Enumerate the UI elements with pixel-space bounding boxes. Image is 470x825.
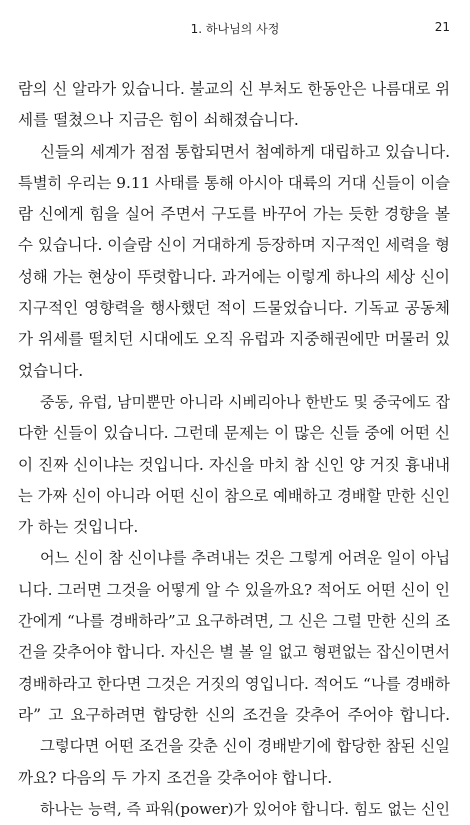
text-line: 간에게 “나를 경배하라”고 요구하려면, 그 신은 그럴 만한 신의 조 [18, 612, 450, 631]
text-line: 다한 신들이 있습니다. 그런데 문제는 이 많은 신들 중에 어떤 신 [18, 424, 450, 443]
text-line: 까요? 다음의 두 가지 조건을 갖추어야 합니다. [18, 768, 333, 787]
text-line: 하나는 능력, 즉 파워(power)가 있어야 합니다. 힘도 없는 신인 [40, 799, 450, 818]
text-line: 신들의 세계가 점점 통합되면서 첨예하게 대립하고 있습니다. [40, 142, 450, 161]
text-line: 가 하는 것입니다. [18, 518, 139, 537]
text-line: 었습니다. [18, 361, 84, 380]
text-line: 람 신에게 힘을 실어 주면서 구도를 바꾸어 가는 듯한 경향을 볼 [18, 205, 450, 224]
text-line: 중동, 유럽, 남미뿐만 아니라 시베리아나 한반도 및 중국에도 잡 [40, 392, 450, 411]
text-line: 지구적인 영향력을 행사했던 적이 드물었습니다. 기독교 공동체 [18, 299, 450, 318]
text-line: 니다. 그러면 그것을 어떻게 알 수 있을까요? 적어도 어떤 신이 인 [18, 580, 450, 599]
text-line: 가 위세를 떨치던 시대에도 오직 유럽과 지중해권에만 머물러 있 [18, 330, 450, 349]
chapter-title: 1. 하나님의 사정 [190, 22, 280, 36]
text-line: 는 가짜 신이 아니라 어떤 신이 참으로 예배하고 경배할 만한 신인 [18, 486, 450, 505]
running-header [0, 20, 470, 38]
text-line: 건을 갖추어야 합니다. 자신은 별 볼 일 없고 형편없는 잡신이면서 [18, 643, 450, 662]
text-line: 세를 떨쳤으나 지금은 힘이 쇠해졌습니다. [18, 111, 299, 130]
text-line: 경배하라고 한다면 그것은 거짓의 영입니다. 적어도 “나를 경배하 [18, 674, 450, 693]
text-line: 그렇다면 어떤 조건을 갖춘 신이 경배받기에 합당한 참된 신일 [40, 737, 450, 756]
text-line: 람의 신 알라가 있습니다. 불교의 신 부처도 한동안은 나름대로 위 [18, 80, 450, 98]
text-line: 라” 고 요구하려면 합당한 신의 조건을 갖추어 주어야 합니다. [18, 705, 450, 724]
text-line: 성해 가는 현상이 뚜렷합니다. 과거에는 이렇게 하나의 세상 신이 [18, 267, 450, 286]
text-line: 어느 신이 참 신이냐를 추려내는 것은 그렇게 어려운 일이 아닙 [40, 549, 450, 568]
body-text [18, 74, 450, 825]
page-number: 21 [434, 20, 450, 34]
text-line: 수 있습니다. 이슬람 신이 거대하게 등장하며 지구적인 세력을 형 [18, 236, 450, 255]
text-line: 특별히 우리는 9.11 사태를 통해 아시아 대륙의 거대 신들이 이슬 [18, 173, 450, 192]
text-line: 이 진짜 신이냐는 것입니다. 자신을 마치 참 신인 양 거짓 흉내내 [18, 455, 450, 474]
